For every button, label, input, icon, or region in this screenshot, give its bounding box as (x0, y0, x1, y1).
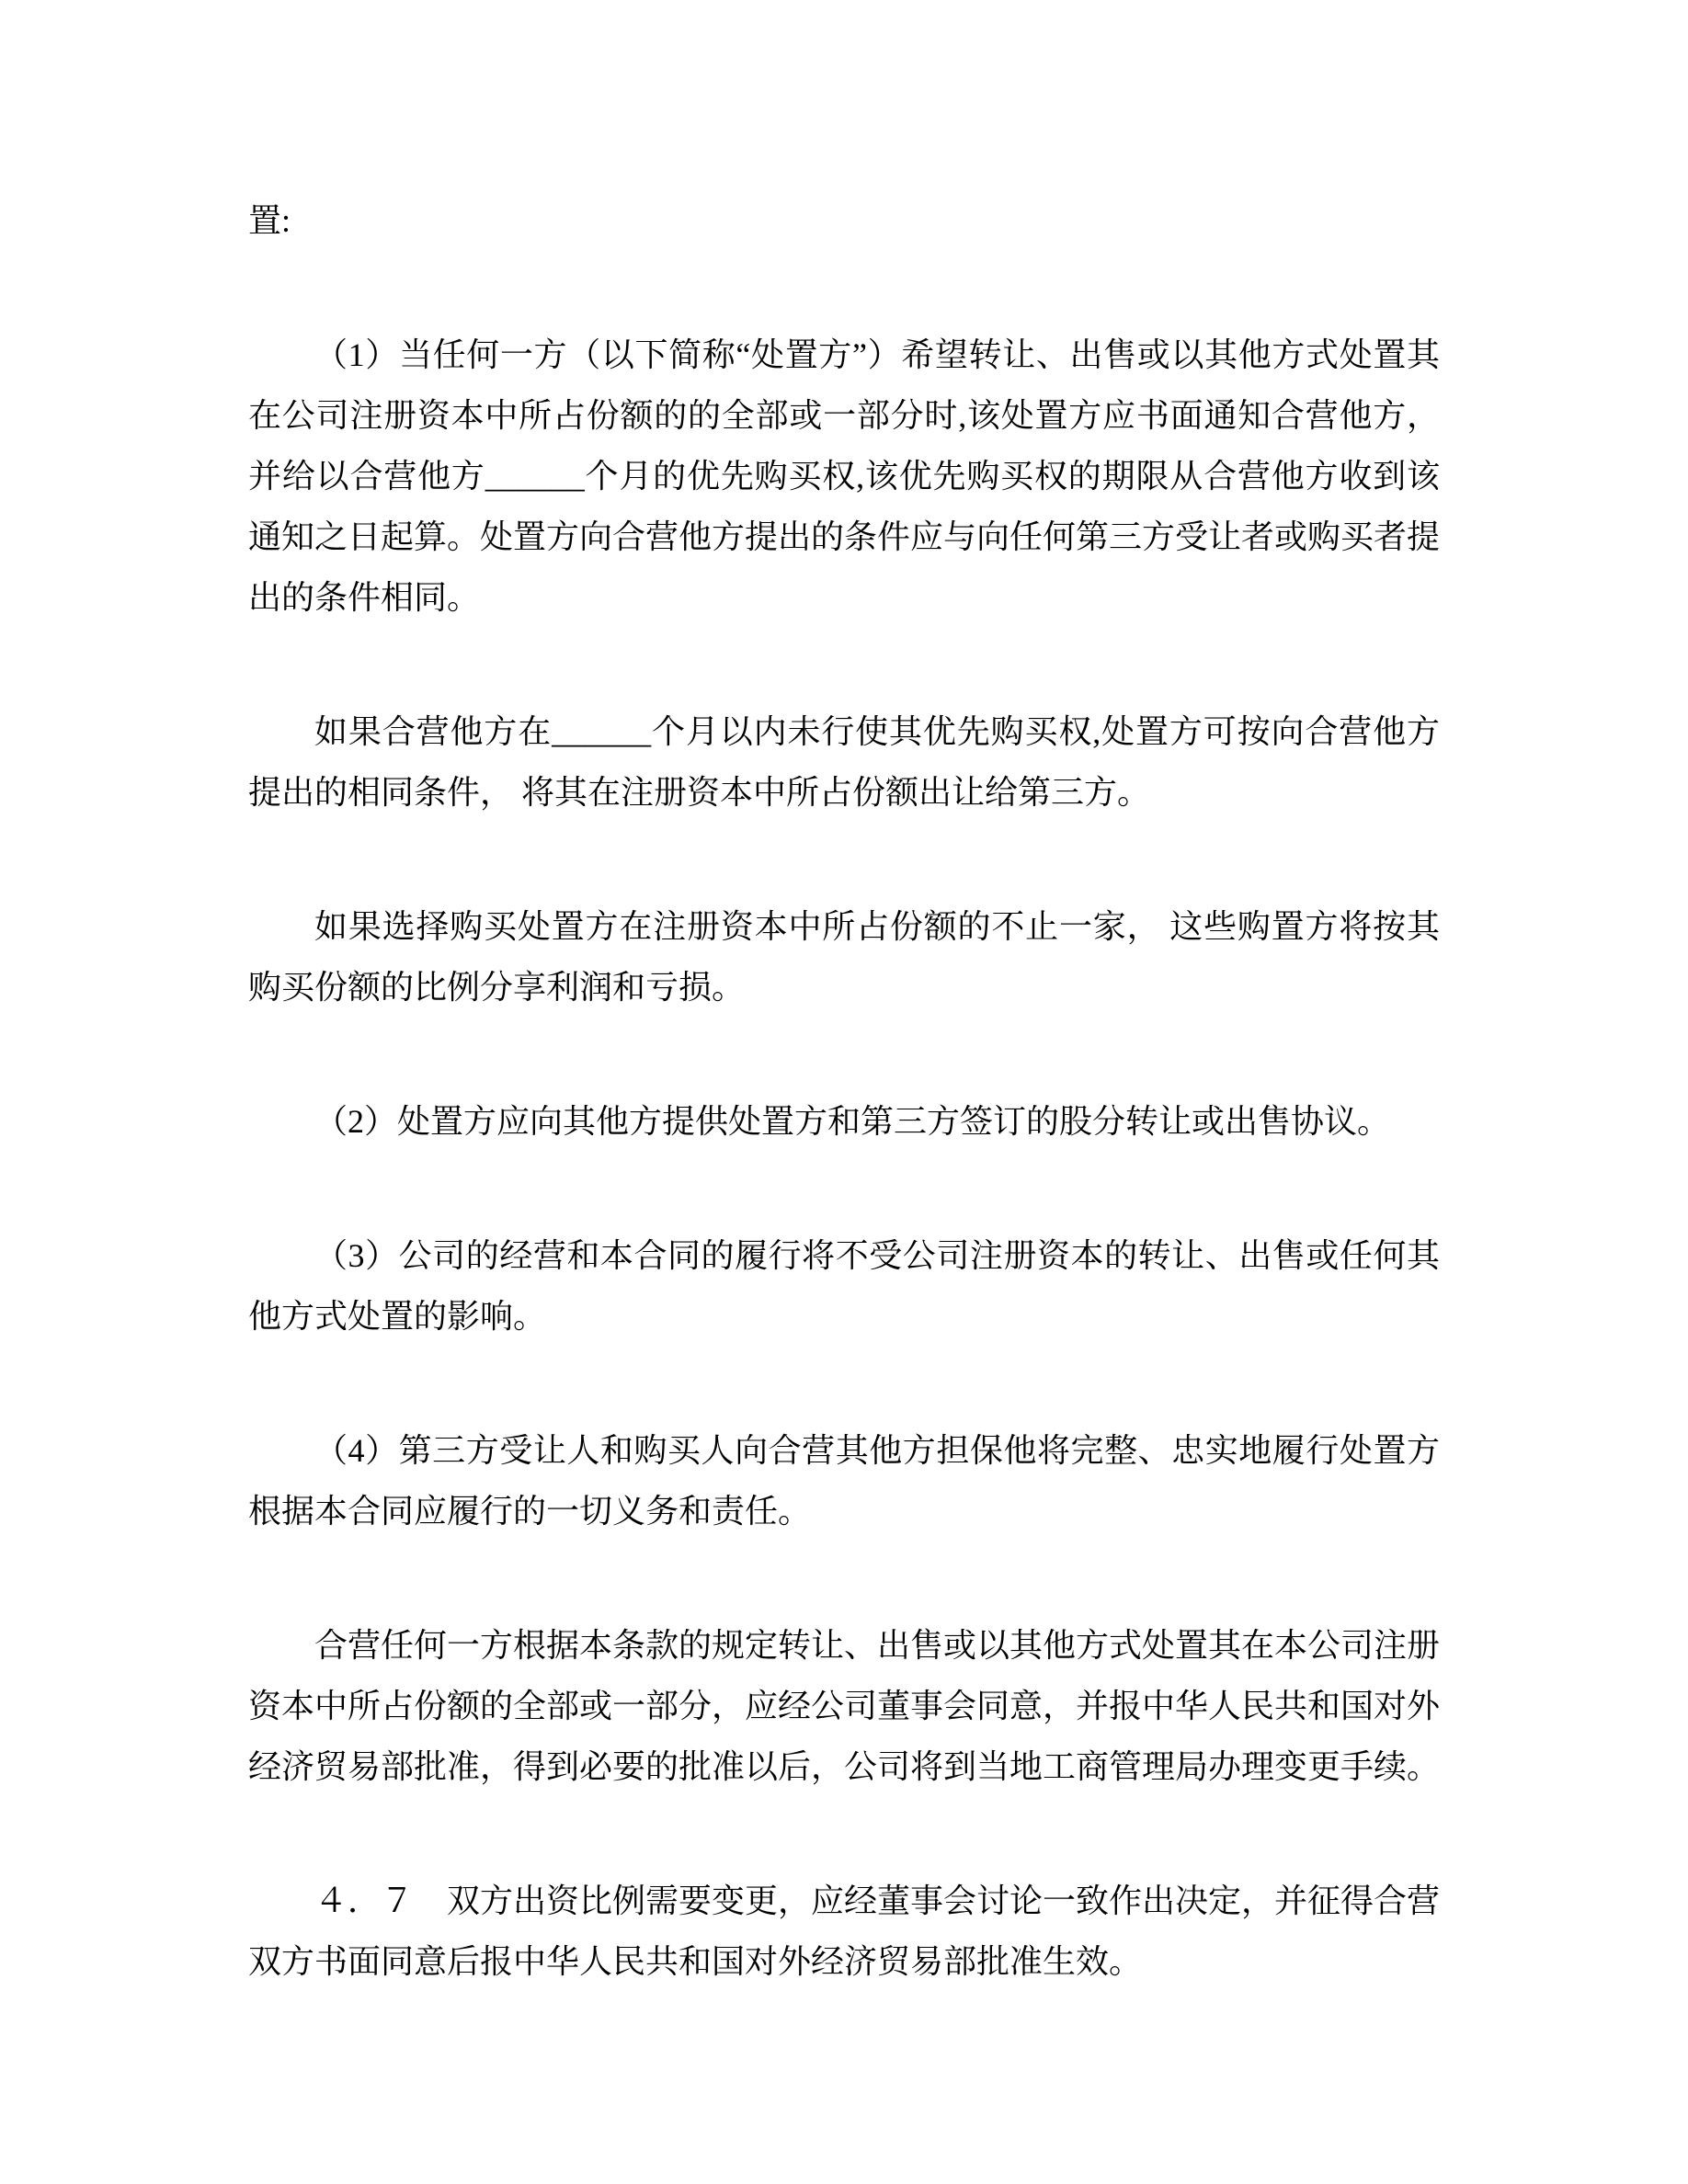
intro-line-fragment: 置: (248, 202, 291, 239)
paragraph-preemptive-right-lapse: 如果合营他方在______个月以内未行使其优先购买权,处置方可按向合营他方提出的相同条件， 将其在注册资本中所占份额出让给第三方。 (248, 713, 1440, 811)
paragraph-clause-1: （1）当任何一方（以下简称“处置方”）希望转让、出售或以其他方式处置其在公司注册资本中所占份额的的全部或一部分时,该处置方应书面通知合营他方，并给以合营他方______个月的优先购买权,该优先购买权的期限从合营他方收到该通知之日起算。处置方向合营他方提出的条件应与向任何第三方受让者或购买者提出的条件相同。 (248, 336, 1441, 616)
paragraph-approval-procedure: 合营任何一方根据本条款的规定转让、出售或以其他方式处置其在本公司注册资本中所占份额的全部或一部分，应经公司董事会同意，并报中华人民共和国对外经济贸易部批准，得到必要的批准以后，公司将到当地工商管理局办理变更手续。 (248, 1627, 1441, 1785)
paragraph-clause-2: （2）处置方应向其他方提供处置方和第三方签订的股分转让或出售协议。 (314, 1103, 1391, 1140)
paragraph-clause-3: （3）公司的经营和本合同的履行将不受公司注册资本的转让、出售或任何其他方式处置的影响。 (248, 1237, 1440, 1335)
paragraph-clause-4-7: ４．７ 双方出资比例需要变更，应经董事会讨论一致作出决定，并征得合营双方书面同意后报中华人民共和国对外经济贸易部批准生效。 (248, 1883, 1441, 1980)
paragraph-clause-4: （4）第三方受让人和购买人向合营其他方担保他将完整、忠实地履行处置方根据本合同应履行的一切义务和责任。 (248, 1432, 1440, 1530)
paragraph-multiple-buyers: 如果选择购买处置方在注册资本中所占份额的不止一家， 这些购置方将按其购买份额的比例分享利润和亏损。 (248, 908, 1440, 1006)
